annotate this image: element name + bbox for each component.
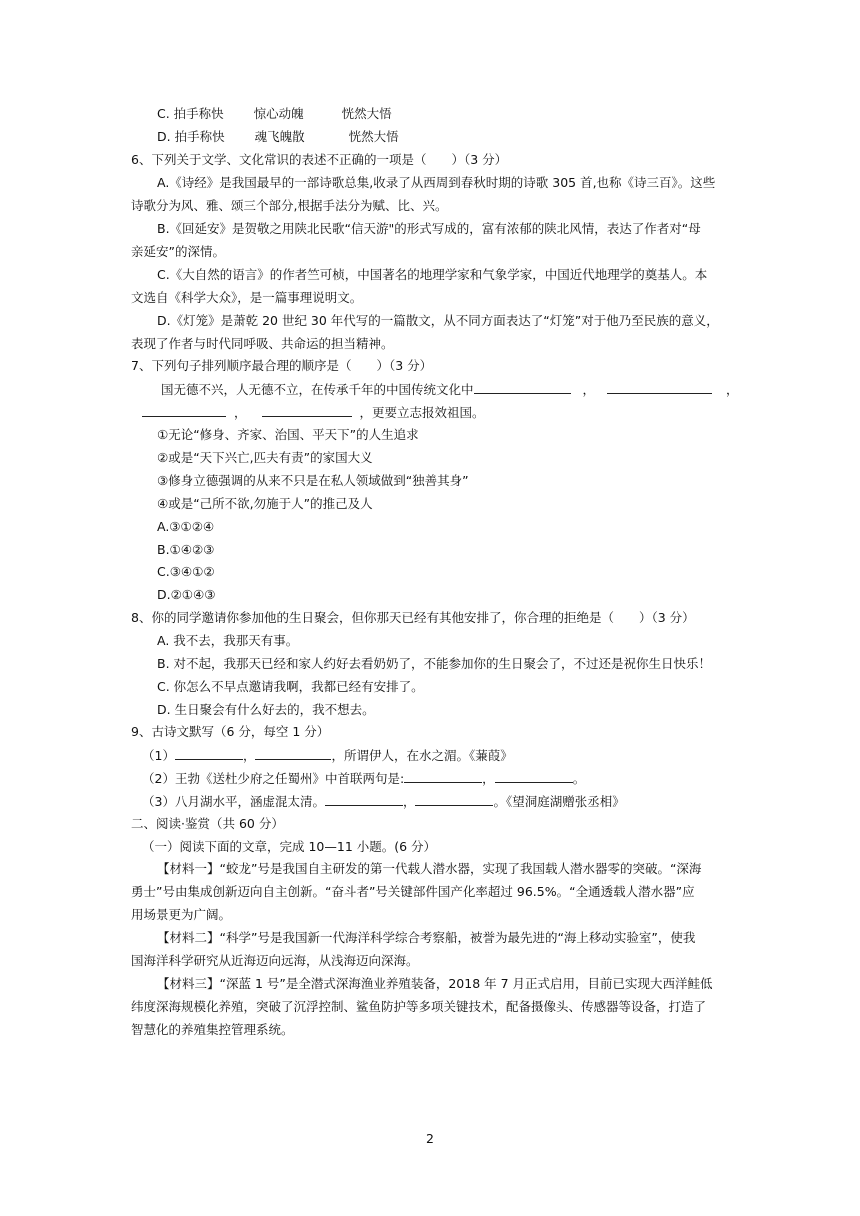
material-1-line3: 用场景更为广阔。: [131, 907, 232, 922]
material-1-line2: 勇士”号由集成创新迈向自主创新。“奋斗者”号关键部件国产化率超过 96.5%。“全通透载人潜水器”应: [131, 884, 695, 899]
q6-option-b-line1: B.《回延安》是贺敬之用陕北民歌“信天游"的形式写成的，富有浓郁的陕北风情，表达了作者对“母: [157, 221, 701, 236]
q7-blank-3[interactable]: [142, 404, 226, 417]
q7-item-3: ③修身立德强调的从来不只是在私人领域做到“独善其身”: [157, 473, 469, 488]
q5-option-c-word3: 恍然大悟: [341, 106, 392, 121]
section-subtitle: （一）阅读下面的文章，完成 10—11 小题。(6 分）: [142, 839, 437, 854]
material-3-line1: 【材料三】“深蓝 1 号”是全潜式深海渔业养殖装备，2018 年 7 月正式启用，目前已实现大西洋鲑低: [157, 976, 713, 991]
q8-option-d[interactable]: D. 生日聚会有什么好去的，我不想去。: [157, 702, 375, 717]
q9-item-2-text: （2）王勃《送杜少府之任蜀州》中首联两句是:: [142, 771, 405, 786]
q6-option-c-line2: 文选自《科学大众》，是一篇事理说明文。: [131, 290, 363, 305]
material-1-line1: 【材料一】“蛟龙”号是我国自主研发的第一代载人潜水器，实现了我国载人潜水器零的突破。“深海: [157, 861, 702, 876]
q9-item-3: [142, 793, 625, 810]
q5-option-d-word3: 恍然大悟: [348, 129, 399, 144]
q9-item-1-tail: ，所谓伊人，在水之湄。《蒹葭》: [331, 748, 513, 763]
q9-item-1: [142, 747, 513, 764]
q9-item-3-text: （3）八月湖水平，涵虚混太清。: [142, 794, 325, 809]
q9-stem: 9、古诗文默写（6 分，每空 1 分）: [131, 724, 330, 739]
q5-option-d-label: D. 拍手称快: [157, 129, 225, 144]
section-title: 二、阅读·鉴赏（共 60 分）: [131, 816, 284, 831]
material-2-line2: 国海洋科学研究从近海迈向远海，从浅海迈向深海。: [131, 953, 419, 968]
q9-blank-3[interactable]: [404, 770, 482, 783]
q7-option-b[interactable]: B.①④②③: [157, 542, 215, 557]
q7-comma: ，: [725, 382, 739, 397]
q9-comma: ，: [402, 794, 416, 809]
q8-option-b[interactable]: B. 对不起，我那天已经和家人约好去看奶奶了，不能参加你的生日聚会了，不过还是祝你生日快乐！: [157, 656, 712, 671]
q7-item-2: ②或是“天下兴亡,匹夫有责”的家国大义: [157, 450, 373, 465]
q7-comma: ，: [582, 382, 596, 397]
q8-option-a[interactable]: A. 我不去，我那天有事。: [157, 633, 299, 648]
q9-blank-1[interactable]: [175, 747, 243, 760]
q6-option-a-line1: A.《诗经》是我国最早的一部诗歌总集,收录了从西周到春秋时期的诗歌 305 首,也称《诗三百》。这些: [157, 175, 716, 190]
q7-item-1: ①无论“修身、齐家、治国、平天下”的人生追求: [157, 427, 419, 442]
q5-option-d-word2: 魂飞魄散: [254, 129, 305, 144]
q9-comma: ，: [482, 771, 495, 786]
q7-item-4: ④或是“己所不欲,勿施于人”的推己及人: [157, 496, 373, 511]
q8-stem: 8、你的同学邀请你参加他的生日聚会，但你那天已经有其他安排了，你合理的拒绝是（ ）（3 分）: [131, 610, 695, 625]
q8-option-c[interactable]: C. 你怎么不早点邀请我啊，我都已经有安排了。: [157, 679, 424, 694]
q6-option-d-line1: D.《灯笼》是萧乾 20 世纪 30 年代写的一篇散文，从不同方面表达了“灯笼”对于他乃至民族的意义，: [157, 313, 719, 328]
q6-stem: 6、下列关于文学、文化常识的表述不正确的一项是（ ）（3 分）: [131, 152, 508, 167]
q7-blank-4[interactable]: [262, 404, 352, 417]
material-2-line1: 【材料二】“科学”号是我国新一代海洋科学综合考察船，被誉为最先进的“海上移动实验室”，使我: [157, 930, 696, 945]
q5-option-c-label: C. 拍手称快: [157, 106, 224, 121]
q6-option-b-line2: 亲延安”的深情。: [131, 244, 225, 259]
q7-option-c[interactable]: C.③④①②: [157, 564, 215, 579]
q9-blank-5[interactable]: [325, 793, 403, 806]
q7-stem: 7、下列句子排列顺序最合理的顺序是（ ）（3 分）: [131, 358, 433, 373]
q7-sentence-line2: [142, 404, 484, 421]
page-number: 2: [426, 1131, 434, 1146]
material-3-line3: 智慧化的养殖集控管理系统。: [131, 1022, 294, 1037]
q9-item-1-number: （1）: [142, 748, 175, 763]
q7-sentence-text: 国无德不兴，人无德不立，在传承千年的中国传统文化中: [161, 382, 474, 397]
q7-blank-2[interactable]: [607, 381, 712, 394]
q9-item-3-tail: 。《望洞庭湖赠张丞相》: [493, 794, 625, 809]
q9-blank-6[interactable]: [415, 793, 493, 806]
q7-option-a[interactable]: A.③①②④: [157, 519, 215, 534]
q7-comma: ，: [233, 405, 247, 420]
q5-option-d: [157, 129, 399, 145]
q7-sentence-tail: ，更要立志报效祖国。: [359, 405, 485, 420]
q9-item-2: [142, 770, 585, 787]
q9-blank-4[interactable]: [495, 770, 573, 783]
q7-sentence-line1: [161, 381, 739, 398]
q7-blank-1[interactable]: [474, 381, 571, 394]
q5-option-c-word2: 惊心动魄: [253, 106, 304, 121]
material-3-line2: 纬度深海规模化养殖，突破了沉浮控制、鲨鱼防护等多项关键技术，配备摄像头、传感器等设备，打造了: [131, 999, 707, 1014]
q9-comma: ，: [242, 748, 256, 763]
q9-blank-2[interactable]: [255, 747, 331, 760]
q6-option-d-line2: 表现了作者与时代同呼吸、共命运的担当精神。: [131, 336, 394, 351]
q6-option-c-line1: C.《大自然的语言》的作者竺可桢，中国著名的地理学家和气象学家，中国近代地理学的奠基人。本: [157, 267, 708, 282]
q7-option-d[interactable]: D.②①④③: [157, 587, 216, 602]
q5-option-c: [157, 106, 392, 122]
q6-option-a-line2: 诗歌分为风、雅、颂三个部分,根据手法分为赋、比、兴。: [131, 198, 448, 213]
q9-item-2-end: 。: [572, 771, 586, 786]
